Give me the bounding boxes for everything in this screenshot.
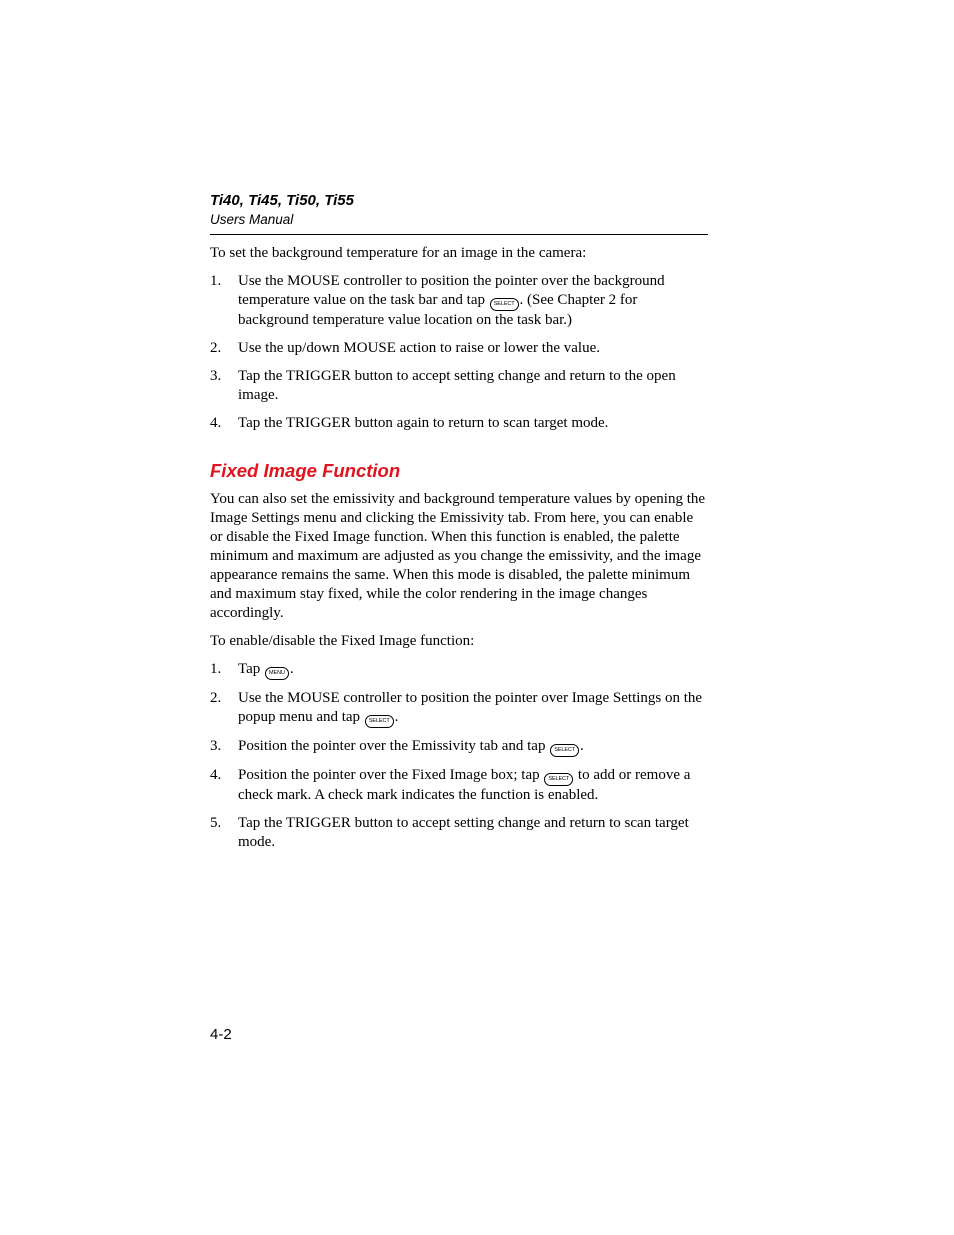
list-item (210, 689, 708, 728)
step-number: 4. (210, 415, 222, 431)
step-text: Position the pointer over the Fixed Image box; tap (238, 767, 544, 783)
section1-intro: To set the background temperature for an image in the camera: (210, 245, 587, 261)
list-item (210, 367, 708, 405)
select-key-icon: SELECT (365, 715, 394, 728)
step-text: Tap (238, 661, 265, 677)
step-number: 5. (210, 815, 222, 831)
list-item (210, 272, 708, 330)
step-text: . (289, 661, 294, 677)
step-number: 2. (210, 690, 222, 706)
list-item (210, 766, 708, 805)
step-text: Tap the TRIGGER button to accept setting change and return to scan target mode. (238, 815, 689, 850)
step-number: 4. (210, 767, 222, 783)
step-text: Tap the TRIGGER button to accept setting change and return to the open image. (238, 368, 676, 403)
menu-key-icon: MENU (265, 667, 289, 680)
step-text: Position the pointer over the Emissivity tab and tap (238, 738, 550, 754)
header-rule (210, 234, 708, 235)
running-header (210, 191, 708, 229)
list-item (210, 339, 708, 358)
select-key-icon: SELECT (490, 298, 519, 311)
step-text: . (See Chapter 2 for background temperature value location on the task bar.) (238, 292, 638, 328)
page-number: 4-2 (210, 1026, 232, 1043)
list-item (210, 737, 708, 757)
step-text: Use the up/down MOUSE action to raise or lower the value. (238, 340, 600, 356)
step-text: Tap the TRIGGER button again to return to scan target mode. (238, 415, 609, 431)
section1-steps (210, 272, 708, 433)
section2-intro: To enable/disable the Fixed Image function: (210, 633, 475, 649)
step-number: 3. (210, 738, 222, 754)
step-number: 3. (210, 368, 222, 384)
step-number: 1. (210, 273, 222, 289)
step-number: 2. (210, 340, 222, 356)
list-item (210, 660, 708, 680)
step-number: 1. (210, 661, 222, 677)
section2-steps (210, 660, 708, 852)
step-text: . (394, 709, 399, 725)
step-text: Use the MOUSE controller to position the pointer over the background temperature value on the task bar and tap (238, 273, 665, 308)
section2-body: You can also set the emissivity and background temperature values by opening the Image Settings menu and clicking the Emissivity tab. From here, you can enable or disable the Fixed Image function. When this function is enabled, the palette minimum and maximum are adjusted as you change the emissivity, and the image appearance remains the same. When this mode is disabled, the palette minimum and maximum stay fixed, while the color rendering in the image changes accordingly. (210, 491, 706, 621)
list-item (210, 414, 708, 433)
manual-title: Ti40, Ti45, Ti50, Ti55 (210, 192, 354, 209)
page-content (210, 244, 708, 861)
step-text: to add or remove a check mark. A check mark indicates the function is enabled. (238, 767, 691, 803)
select-key-icon: SELECT (544, 773, 573, 786)
manual-subtitle: Users Manual (210, 212, 294, 227)
section-heading: Fixed Image Function (210, 460, 401, 481)
step-text: . (580, 738, 584, 754)
step-text: Use the MOUSE controller to position the pointer over Image Settings on the popup menu and tap (238, 690, 703, 725)
list-item (210, 814, 708, 852)
select-key-icon: SELECT (550, 744, 579, 757)
